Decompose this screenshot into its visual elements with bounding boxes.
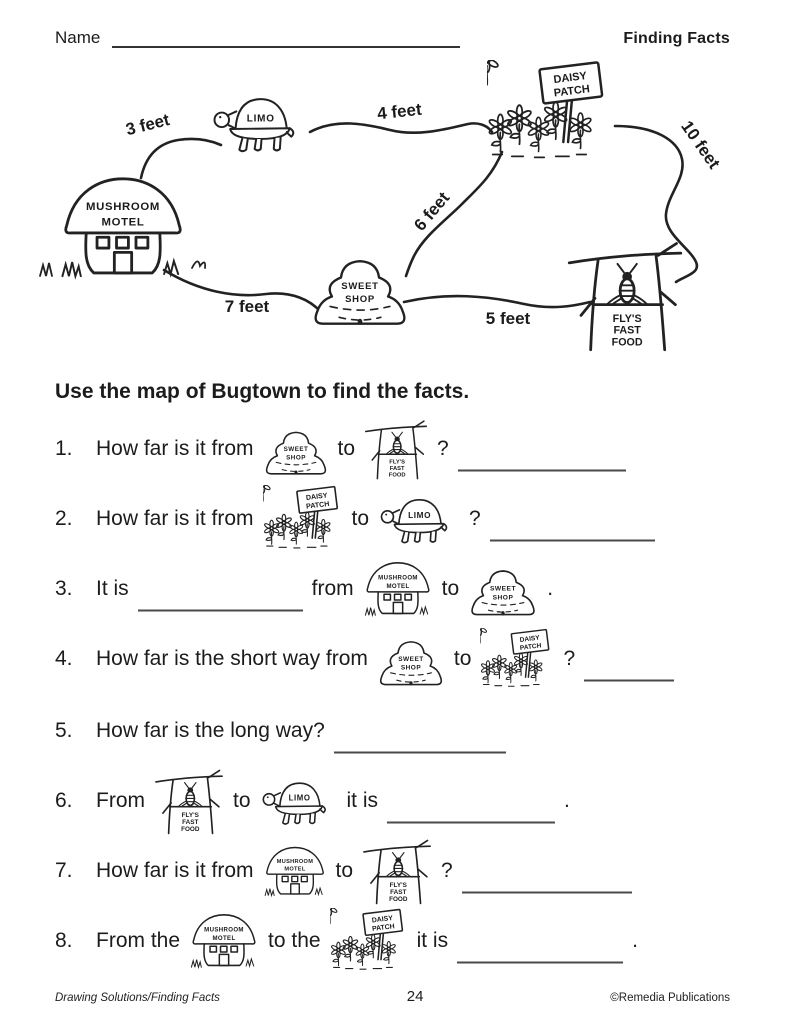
limo-icon [378,492,460,546]
answer-blank[interactable] [584,657,674,681]
footer [0,988,800,1005]
trail-limo-daisy [310,123,492,132]
question-text: to [337,437,356,460]
page-number: 24 [406,988,424,1005]
question-4 [55,624,745,694]
flys-fast-food-icon [364,417,428,481]
question-number: 1. [55,437,73,460]
question-text: to [351,507,370,530]
sweet-shop-icon [263,421,329,478]
question-number: 4. [55,647,73,670]
flys-fast-food-icon [154,766,224,836]
name-label: Name [55,28,101,47]
question-number: 6. [55,789,73,812]
map-daisy-patch [475,48,602,158]
question-7 [55,836,745,906]
question-1 [55,414,745,484]
question-text: From [96,789,145,812]
limo-icon [260,776,338,827]
question-number: 2. [55,507,73,530]
question-text: it is [416,929,449,952]
question-text: to [233,789,251,812]
question-list [0,404,800,976]
header [0,0,800,48]
distance-label-5-feet: 5 feet [485,309,531,328]
distance-label-10-feet: 10 feet [677,117,724,173]
footer-publisher: ©Remedia Publications [610,992,730,1004]
question-text: It is [96,577,129,600]
question-text: How far is the long way? [96,719,325,742]
mushroom-motel-icon [263,842,327,901]
name-answer-line[interactable] [112,32,460,48]
mushroom-motel-icon [189,909,259,973]
map-mushroom-motel [62,179,180,276]
question-text: . [564,789,570,812]
sweet-shop-icon [468,559,538,619]
instruction-heading: Use the map of Bugtown to find the facts. [55,380,470,403]
answer-blank[interactable] [457,939,623,963]
mushroom-motel-icon [363,557,433,621]
question-text: . [547,577,554,600]
question-text: ? [441,859,453,882]
question-text: to [441,577,460,600]
daisy-patch-icon [480,628,554,691]
answer-blank[interactable] [458,447,626,471]
grass-tuft [192,261,205,268]
answer-blank[interactable] [462,869,632,893]
footer-book-title: Drawing Solutions/Finding Facts [55,992,220,1004]
question-text: from [311,577,354,600]
distance-label-4-feet: 4 feet [376,99,423,124]
daisy-patch-icon [330,908,408,974]
question-text: How far is the short way from [96,647,368,670]
question-text: it is [346,789,379,812]
question-text: From the [96,929,181,952]
question-2 [55,484,745,554]
question-text: ? [437,437,449,460]
question-text: ? [563,647,576,670]
answer-blank[interactable] [334,729,506,753]
page-title: Finding Facts [623,30,730,47]
question-number: 7. [55,859,73,882]
question-text: How far is it from [96,859,254,882]
question-text: . [632,929,638,952]
question-text: How far is it from [96,437,254,460]
question-number: 3. [55,577,73,600]
map-flys-fast-food [569,244,681,350]
question-number: 5. [55,719,73,742]
bugtown-map [0,56,800,364]
daisy-patch-icon [263,485,343,553]
question-text: ? [469,507,481,530]
question-text: to the [268,929,321,952]
map-sweet-shop [316,261,405,325]
map-limo [215,99,294,151]
answer-blank[interactable] [490,517,655,541]
distance-label-7-feet: 7 feet [224,297,270,316]
question-text: to [335,859,354,882]
question-text: to [453,647,472,670]
answer-blank[interactable] [387,799,555,823]
trail-sweet-flys [404,296,590,307]
question-5 [55,704,745,758]
trail-motel-limo [141,139,221,178]
question-3 [55,554,745,624]
grass-tuft [40,263,52,276]
answer-blank[interactable] [138,587,303,611]
flys-fast-food-icon [362,836,432,906]
distance-label-6-feet: 6 feet [410,188,454,235]
question-text: How far is it from [96,507,254,530]
distance-label-3-feet: 3 feet [123,110,172,140]
sweet-shop-icon [377,630,445,689]
question-6 [55,766,745,836]
question-number: 8. [55,929,73,952]
question-8 [55,906,745,976]
